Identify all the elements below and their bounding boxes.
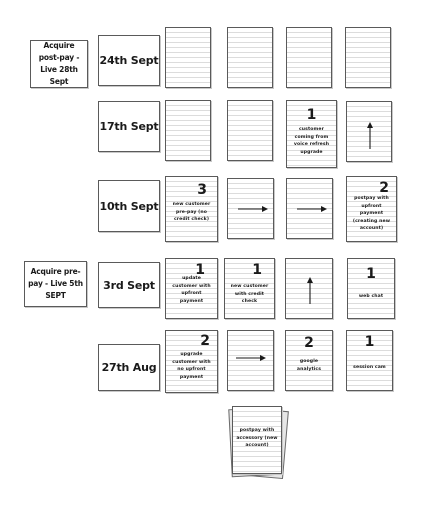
arrow-card — [227, 330, 274, 391]
milestone-card-postpay — [30, 40, 88, 88]
story-card-web-chat — [347, 258, 395, 319]
date-label-24th-sept: 24th Sept — [99, 54, 159, 67]
story-card-upgrade-no-upfront — [165, 330, 218, 393]
story-card-session-cam — [346, 330, 393, 391]
story-text: customer coming from voice refresh upgrade — [293, 127, 330, 155]
story-card-voice-refresh — [286, 100, 337, 168]
arrow-card — [227, 178, 274, 239]
story-text: google analytics — [296, 359, 322, 372]
date-card-24th-sept — [98, 35, 160, 86]
arrow-up-icon — [364, 122, 376, 150]
story-card-postpay-upfront — [346, 176, 397, 242]
date-label-17th-sept: 17th Sept — [99, 120, 159, 133]
story-text: postpay with upfront payment (creating new account) — [352, 196, 391, 231]
story-text: new customer pre-pay (no credit check) — [172, 202, 211, 222]
story-points: 1 — [306, 107, 317, 123]
story-points: 3 — [197, 182, 207, 198]
blank-card — [227, 100, 273, 161]
milestone-card-prepay — [24, 261, 87, 307]
arrow-right-icon — [297, 204, 327, 214]
arrow-up-icon — [304, 277, 316, 305]
story-text: upgrade customer with no upfront payment — [172, 352, 211, 380]
date-card-27th-aug — [98, 344, 160, 391]
story-points: 2 — [379, 180, 389, 196]
milestone-label-prepay: Acquire pre-pay - Live 5th SEPT — [28, 267, 83, 300]
milestone-label-postpay: Acquire post-pay - Live 28th Sept — [38, 41, 80, 86]
story-points: 1 — [252, 262, 262, 278]
date-card-10th-sept — [98, 180, 160, 232]
blank-card — [227, 27, 273, 88]
date-label-10th-sept: 10th Sept — [99, 199, 159, 213]
story-card-google-analytics — [285, 330, 333, 391]
story-card-new-prepay — [165, 176, 218, 242]
arrow-right-icon — [238, 204, 268, 214]
story-points: 2 — [200, 333, 210, 349]
date-card-3rd-sept — [98, 262, 160, 308]
story-card-postpay-accessory — [232, 406, 282, 474]
date-card-17th-sept — [98, 101, 160, 152]
blank-card — [345, 27, 391, 88]
story-text: postpay with accessory (new account) — [236, 428, 278, 448]
story-points: 1 — [195, 262, 205, 278]
story-text: session cam — [353, 365, 386, 370]
story-card-update-upfront — [165, 258, 218, 319]
date-label-27th-aug: 27th Aug — [101, 361, 157, 374]
blank-card — [165, 27, 211, 88]
arrow-card — [286, 178, 333, 239]
story-points: 2 — [304, 335, 314, 351]
story-text: update customer with upfront payment — [172, 276, 211, 304]
arrow-right-icon — [236, 353, 266, 363]
story-text: web chat — [358, 294, 384, 299]
story-text: new customer with credit check — [230, 284, 269, 304]
blank-card — [286, 27, 332, 88]
blank-card — [165, 100, 211, 161]
arrow-card — [285, 258, 333, 319]
date-label-3rd-sept: 3rd Sept — [103, 278, 155, 292]
arrow-card — [346, 101, 392, 162]
story-points: 1 — [366, 266, 376, 282]
story-card-credit-check — [224, 258, 275, 319]
story-points: 1 — [364, 334, 375, 350]
